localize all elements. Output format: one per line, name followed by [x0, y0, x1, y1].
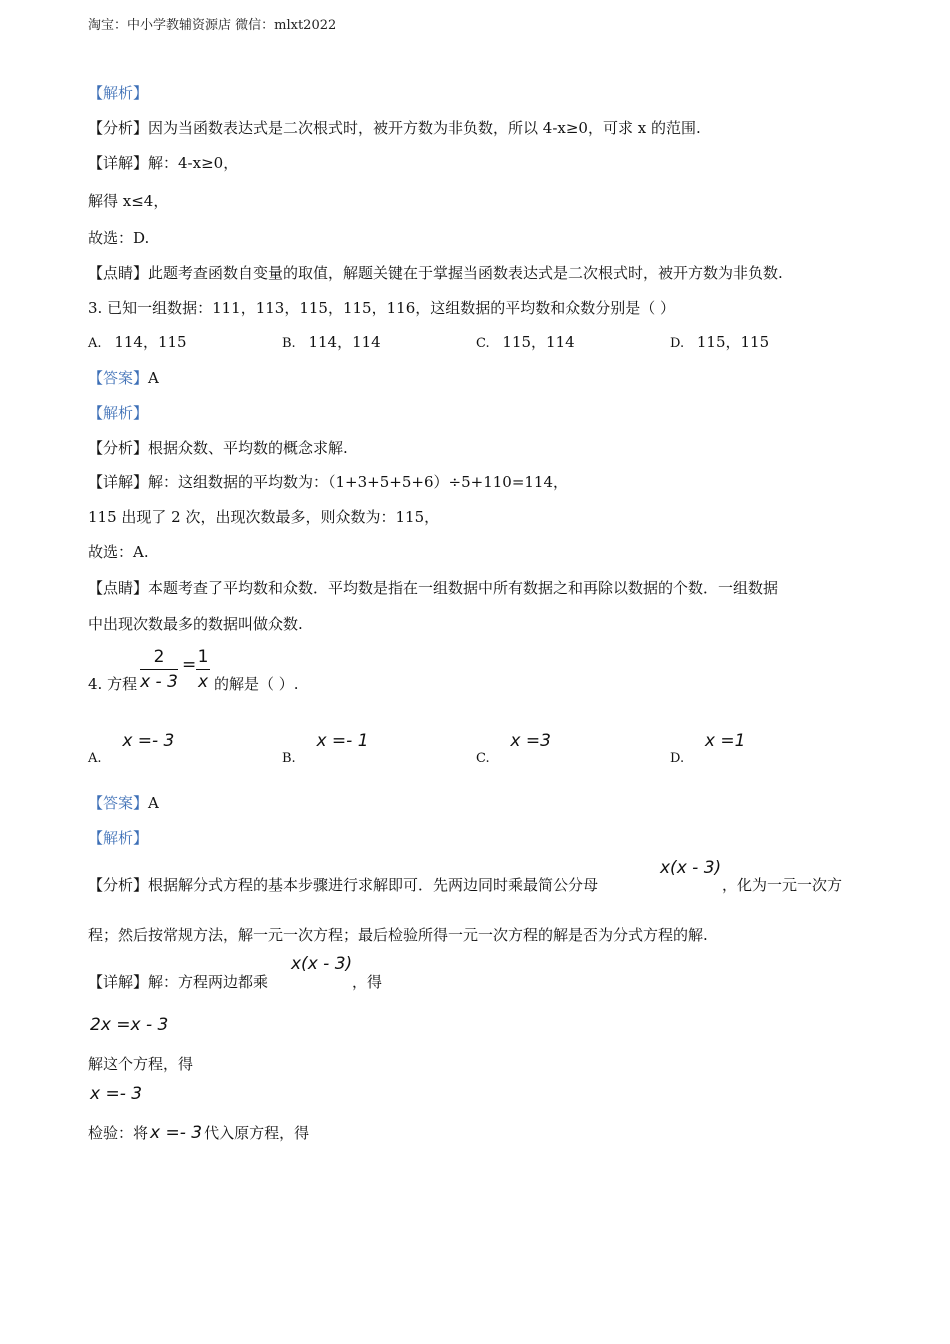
q4-step-solve: 解这个方程，得	[88, 1055, 194, 1073]
q2-choose: 故选：D.	[88, 229, 150, 247]
q3-stem: 3. 已知一组数据：111，113，115，115，116，这组数据的平均数和众数分别是（ ）	[88, 299, 676, 317]
dianjing-tag: 【点睛】	[88, 579, 149, 597]
q4-option-b	[282, 731, 369, 766]
q4-fraction-1	[140, 647, 178, 692]
option-letter: C.	[476, 336, 490, 351]
q4-xiangjie-lcd: x(x - 3)	[291, 954, 353, 974]
q3-xiangjie	[88, 471, 568, 492]
option-letter: A.	[88, 336, 102, 351]
q4-xiangjie-text-1: 解：方程两边都乘	[148, 973, 269, 991]
q3-option-b	[282, 331, 381, 352]
q4-option-c	[476, 731, 551, 766]
q3-choose: 故选：A.	[88, 543, 149, 561]
q4-fenxi	[88, 874, 598, 895]
option-letter: C.	[476, 751, 490, 766]
option-value: 115，115	[696, 333, 770, 351]
q3-dianjing	[88, 577, 778, 598]
q3-option-d	[670, 331, 769, 352]
q4-option-d	[670, 731, 746, 766]
jiexi-tag: 【解析】	[88, 404, 149, 422]
q4-fraction-2	[196, 647, 210, 692]
fraction-numerator: 1	[197, 647, 209, 667]
q4-fenxi-text-2: ，化为一元一次方	[722, 876, 843, 894]
q2-fenxi-text: 因为当函数表达式是二次根式时，被开方数为非负数，所以 4-x≥0，可求 x 的范围.	[148, 119, 701, 137]
q4-equation-2: x =- 3	[90, 1084, 143, 1104]
fenxi-tag: 【分析】	[88, 439, 149, 457]
q4-xiangjie-text-2: ，得	[352, 973, 383, 991]
jiexi-tag: 【解析】	[88, 84, 149, 102]
option-value: 114，115	[114, 333, 187, 351]
option-letter: A.	[88, 751, 102, 766]
q2-dianjing-text: 此题考查函数自变量的取值，解题关键在于掌握当函数表达式是二次根式时，被开方数为非负数.	[148, 264, 783, 282]
fraction-denominator: x - 3	[140, 672, 178, 692]
q3-xiangjie-text: 解：这组数据的平均数为：（1+3+5+5+6）÷5+110=114，	[148, 473, 569, 491]
q2-dianjing	[88, 262, 783, 283]
option-letter: B.	[282, 336, 296, 351]
q3-answer-value: A	[148, 369, 159, 387]
option-value: x =- 3	[122, 731, 175, 751]
q3-dianjing-text: 本题考查了平均数和众数．平均数是指在一组数据中所有数据之和再除以数据的个数．一组数据	[148, 579, 779, 597]
q4-stem-suffix: 的解是（ ）.	[214, 675, 299, 693]
dianjing-tag: 【点睛】	[88, 264, 149, 282]
q2-fenxi	[88, 117, 701, 138]
q4-fenxi-lcd: x(x - 3)	[660, 858, 722, 878]
q3-fenxi	[88, 437, 348, 458]
q4-check	[88, 1122, 309, 1143]
fraction-bar	[140, 669, 178, 670]
q4-xiangjie	[88, 971, 268, 992]
daan-tag: 【答案】	[88, 794, 149, 812]
fraction-denominator: x	[197, 672, 209, 692]
fenxi-tag: 【分析】	[88, 876, 149, 894]
option-value: x =1	[704, 731, 746, 751]
q4-equals: =	[182, 655, 197, 675]
q4-fenxi-line2: 程；然后按常规方法，解一元一次方程；最后检验所得一元一次方程的解是否为分式方程的解.	[88, 926, 708, 944]
q4-fenxi-text-1: 根据解分式方程的基本步骤进行求解即可．先两边同时乘最简公分母	[148, 876, 599, 894]
fraction-bar	[196, 669, 210, 670]
xiangjie-tag: 【详解】	[88, 973, 149, 991]
page-header: 淘宝：中小学教辅资源店 微信：mlxt2022	[88, 18, 337, 33]
q3-fenxi-text: 根据众数、平均数的概念求解.	[148, 439, 348, 457]
q3-option-a	[88, 331, 187, 352]
q4-option-a	[88, 731, 175, 766]
q2-xiangjie-text: 解：4-x≥0，	[148, 154, 239, 172]
xiangjie-tag: 【详解】	[88, 154, 149, 172]
option-value: 115，114	[502, 333, 575, 351]
fraction-numerator: 2	[153, 647, 165, 667]
q3-step1: 115 出现了 2 次，出现次数最多，则众数为：115，	[88, 508, 440, 526]
q4-answer	[88, 792, 159, 813]
option-value: x =3	[510, 731, 551, 751]
q4-check-math: x =- 3	[150, 1123, 203, 1143]
q2-step1: 解得 x≤4，	[88, 192, 169, 210]
option-letter: D.	[670, 336, 685, 351]
q4-stem-prefix: 4. 方程	[88, 675, 138, 693]
q3-dianjing-line2: 中出现次数最多的数据叫做众数.	[88, 615, 303, 633]
q4-equation-1: 2x =x - 3	[90, 1015, 169, 1035]
q3-option-c	[476, 331, 575, 352]
fenxi-tag: 【分析】	[88, 119, 149, 137]
q4-check-text-1: 检验：将	[88, 1124, 149, 1142]
q3-answer	[88, 367, 159, 388]
option-letter: D.	[670, 751, 685, 766]
xiangjie-tag: 【详解】	[88, 473, 149, 491]
q4-check-text-2: 代入原方程，得	[204, 1124, 310, 1142]
q2-xiangjie	[88, 152, 238, 173]
option-value: x =- 1	[316, 731, 369, 751]
q4-answer-value: A	[148, 794, 159, 812]
option-value: 114，114	[308, 333, 381, 351]
jiexi-tag: 【解析】	[88, 829, 149, 847]
option-letter: B.	[282, 751, 296, 766]
daan-tag: 【答案】	[88, 369, 149, 387]
